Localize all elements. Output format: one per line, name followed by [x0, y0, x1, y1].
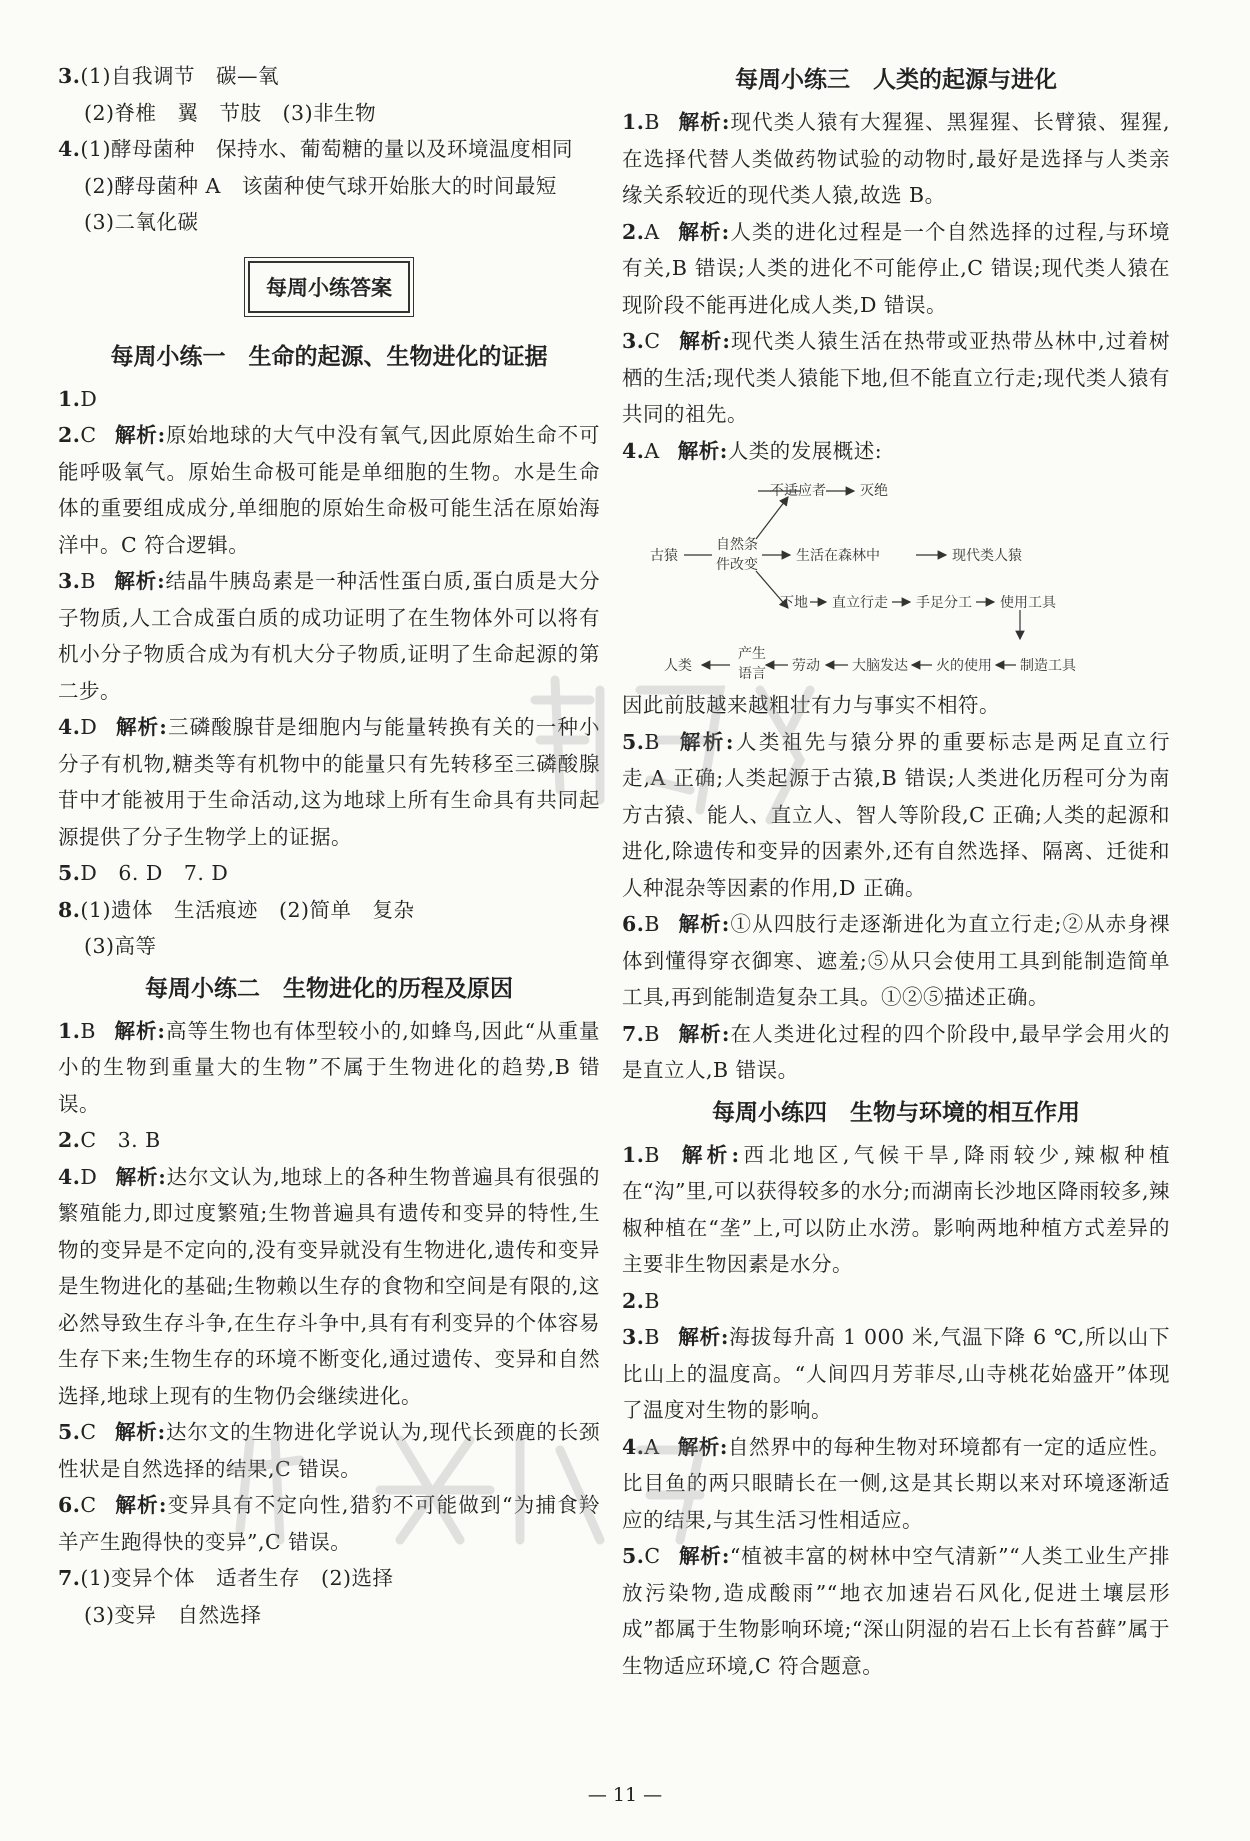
question-number: 2. — [622, 219, 645, 244]
diagram-conclusion: 因此前肢越来越粗壮有力与事实不相符。 — [622, 693, 1000, 717]
section-heading-1: 每周小练一 生命的起源、生物进化的证据 — [110, 343, 548, 370]
answer-choice: B — [644, 1288, 660, 1313]
answer-text: (1)变异个体 适者生存 (2)选择 — [80, 1566, 394, 1590]
answer-choice: D — [80, 715, 98, 739]
answer-item — [622, 214, 1170, 324]
answer-text: 变异具有不定向性,猎豹不可能做到“为捕食羚羊产生跑得快的变异”,C 错误。 — [58, 1493, 600, 1554]
question-number: 3. — [622, 329, 645, 353]
diagram-arrow — [756, 497, 788, 539]
question-number: 7. — [622, 1021, 645, 1046]
question-number: 6. — [58, 1493, 81, 1517]
answer-text: 海拔每升高 1 000 米,气温下降 6 ℃,所以山下比山上的温度高。“人间四月芳菲尽,山寺桃花始盛开”体现了温度对生物的影响。 — [622, 1325, 1170, 1422]
section-3-answers-a — [622, 104, 1170, 469]
answer-item — [622, 906, 1170, 1016]
answer-choice: D — [80, 1164, 98, 1189]
section-heading-3: 每周小练三 人类的起源与进化 — [735, 67, 1057, 93]
node-forest: 生活在森林中 — [796, 548, 880, 564]
section-2-answers — [58, 1013, 600, 1634]
analysis-label: 解析: — [114, 423, 166, 447]
section-heading-2: 每周小练二 生物进化的历程及原因 — [145, 975, 513, 1002]
answer-text: (3)变异 自然选择 — [84, 1602, 262, 1627]
answer-choice: B — [80, 1018, 96, 1043]
question-number: 6. — [622, 912, 645, 936]
analysis-label: 解析: — [115, 715, 168, 739]
node-modern-ape: 现代类人猿 — [952, 548, 1022, 564]
answer-choice: C — [644, 1544, 661, 1568]
answer-choice: C — [80, 1493, 97, 1517]
answer-choice: D 6. D 7. D — [80, 861, 229, 885]
answer-item — [622, 104, 1170, 214]
answer-item — [58, 204, 600, 241]
answer-choice: D — [80, 386, 98, 411]
answer-text: 人类祖先与猿分界的重要标志是两足直立行走,A 正确;人类起源于古猿,B 错误;人类进化历程可分为南方古猿、能人、直立人、智人等阶段,C 正确;人类的起源和进化,除遗传和变异的因素外,还有自然选择、隔离、迁徙和人种混杂等因素的作用,D 正确。 — [622, 729, 1171, 900]
answer-item — [622, 1429, 1170, 1539]
answer-item — [622, 323, 1170, 433]
analysis-label: 解析: — [677, 1325, 729, 1349]
analysis-label: 解析: — [113, 569, 166, 593]
question-number: 3. — [58, 569, 81, 593]
left-column — [58, 58, 600, 1633]
answer-choice: B — [644, 912, 660, 936]
answer-item — [58, 381, 600, 418]
analysis-label: 解析: — [678, 329, 731, 353]
answer-text: 自然界中的每种生物对环境都有一定的适应性。比目鱼的两只眼睛长在一侧,这是其长期以来对环境逐渐适应的结果,与其生活习性相适应。 — [622, 1434, 1170, 1532]
answer-item — [58, 1560, 600, 1597]
node-extinct: 灭绝 — [860, 483, 888, 499]
answer-item — [622, 1538, 1170, 1684]
node-condition-1: 自然条 — [716, 537, 758, 553]
analysis-label: 解析: — [677, 912, 730, 936]
human-evolution-diagram — [650, 473, 1150, 643]
answer-choice: B — [644, 1142, 660, 1167]
answer-text: (1)酵母菌种 保持水、葡萄糖的量以及环境温度相同 — [80, 137, 573, 161]
answer-text: 在人类进化过程的四个阶段中,最早学会用火的是直立人,B 错误。 — [622, 1021, 1170, 1082]
analysis-label: 解析: — [677, 438, 728, 463]
node-fire: 火的使用 — [936, 658, 992, 674]
answer-choice: A — [644, 438, 660, 463]
human-evolution-diagram-row2 — [650, 643, 1150, 683]
question-number: 2. — [58, 1128, 81, 1152]
answer-text: 高等生物也有体型较小的,如蜂鸟,因此“从重量小的生物到重量大的生物”不属于生物进化的趋势,B 错误。 — [58, 1018, 600, 1116]
answer-choice: B — [80, 569, 96, 593]
node-hands: 手足分工 — [916, 595, 972, 611]
analysis-label: 解析: — [677, 1142, 740, 1167]
answer-item — [622, 1283, 1170, 1320]
question-number: 4. — [622, 438, 645, 463]
node-language-1: 产生 — [738, 646, 766, 662]
question-number: 2. — [622, 1288, 645, 1313]
answer-choice: B — [644, 1325, 660, 1349]
answer-item — [58, 1414, 600, 1487]
answer-text: 达尔文认为,地球上的各种生物普遍具有很强的繁殖能力,即过度繁殖;生物普遍具有遗传和变异的特性,生物的变异是不定向的,没有变异就没有生物进化,遗传和变异是生物进化的基础;生物赖以生存的食物和空间是有限的,这必然导致生存斗争,在生存斗争中,具有有利变异的个体容易生存下来;生物生存的环境不断变化,通过遗传、变异和自然选择,地球上现有的生物仍会继续进化。 — [58, 1164, 600, 1408]
answer-text: 达尔文的生物进化学说认为,现代长颈鹿的长颈性状是自然选择的结果,C 错误。 — [58, 1420, 600, 1481]
answer-item — [58, 1122, 600, 1159]
answer-item — [622, 1016, 1170, 1089]
analysis-label: 解析: — [677, 729, 734, 754]
answer-item — [58, 563, 600, 709]
node-not-adapted: 不适应者 — [770, 483, 826, 499]
analysis-label: 解析: — [677, 1434, 728, 1459]
answer-choice: B — [644, 110, 660, 134]
answer-choice: C — [80, 1420, 97, 1444]
answer-text: “植被丰富的树林中空气清新”“人类工业生产排放污染物,造成酸雨”“地衣加速岩石风化,促进土壤层形成”都属于生物影响环境;“深山阴湿的岩石上长有苔藓”属于生物适应环境,C 符合题意。 — [622, 1544, 1170, 1678]
question-number: 1. — [58, 1018, 81, 1043]
answer-text: 现代类人猿生活在热带或亚热带丛林中,过着树栖的生活;现代类人猿能下地,但不能直立行走;现代类人猿有共同的祖先。 — [622, 329, 1170, 426]
question-number: 3. — [58, 64, 81, 88]
question-number: 5. — [622, 1544, 645, 1568]
question-number: 8. — [58, 897, 81, 922]
answer-choice: A — [644, 1434, 660, 1459]
question-number: 1. — [622, 1142, 645, 1167]
answer-text: 原始地球的大气中没有氧气,因此原始生命不可能呼吸氧气。原始生命极可能是单细胞的生物。水是生命体的重要组成成分,单细胞的原始生命极可能生活在原始海洋中。C 符合逻辑。 — [58, 423, 600, 557]
question-number: 5. — [58, 1420, 81, 1444]
answer-item — [58, 855, 600, 892]
page-number: — 11 — — [587, 1784, 663, 1806]
answer-choice: C — [644, 329, 661, 353]
answer-item — [58, 928, 600, 965]
analysis-label: 解析: — [678, 1544, 730, 1568]
section-heading-4: 每周小练四 生物与环境的相互作用 — [712, 1099, 1080, 1126]
answer-text: ①从四肢行走逐渐进化为直立行走;②从赤身裸体到懂得穿衣御寒、遮羞;⑤从只会使用工具到能制造简单工具,再到能制造复杂工具。①②⑤描述正确。 — [622, 912, 1170, 1009]
answer-text: 人类的发展概述: — [727, 438, 883, 463]
answer-item — [58, 168, 600, 205]
node-human: 人类 — [664, 658, 692, 674]
node-ground: 下地 — [780, 595, 808, 611]
answer-text: (2)酵母菌种 A 该菌种使气球开始胀大的时间最短 — [84, 173, 557, 198]
node-condition-2: 件改变 — [716, 557, 758, 573]
question-number: 5. — [58, 861, 81, 885]
answer-item — [58, 417, 600, 563]
answer-item — [58, 95, 600, 132]
node-labor: 劳动 — [792, 658, 820, 674]
analysis-label: 解析: — [113, 1018, 166, 1043]
left-top-answers — [58, 58, 600, 241]
answer-text: (1)遗体 生活痕迹 (2)简单 复杂 — [80, 897, 415, 922]
question-number: 5. — [622, 729, 645, 754]
node-make-tools: 制造工具 — [1020, 658, 1076, 674]
question-number: 2. — [58, 423, 81, 447]
node-tools: 使用工具 — [1000, 595, 1056, 611]
section-4-answers — [622, 1137, 1170, 1685]
analysis-label: 解析: — [677, 110, 730, 134]
question-number: 4. — [58, 137, 81, 161]
question-number: 3. — [622, 1325, 645, 1349]
answer-choice: C 3. B — [80, 1128, 161, 1152]
answer-text: (1)自我调节 碳—氧 — [80, 64, 279, 88]
answer-choice: C — [80, 423, 97, 447]
answer-text: (2)脊椎 翼 节肢 (3)非生物 — [84, 100, 377, 125]
node-ancient-ape: 古猿 — [650, 548, 678, 564]
right-column — [622, 58, 1170, 1684]
answer-text: 三磷酸腺苷是细胞内与能量转换有关的一种小分子有机物,糖类等有机物中的能量只有先转移至三磷酸腺苷中才能被用于生命活动,这为地球上所有生命具有共同起源提供了分子生物学上的证据。 — [58, 715, 600, 849]
answer-item — [58, 709, 600, 855]
question-number: 4. — [58, 715, 81, 739]
answer-item — [622, 1137, 1170, 1283]
answer-title: 每周小练答案 — [248, 261, 410, 313]
answer-choice: B — [644, 729, 660, 754]
answer-item — [58, 1597, 600, 1634]
answer-choice: B — [644, 1021, 660, 1046]
analysis-label: 解析: — [114, 1493, 167, 1517]
question-number: 1. — [58, 386, 81, 411]
answer-item — [58, 1159, 600, 1415]
analysis-label: 解析: — [114, 1420, 166, 1444]
answer-item — [58, 131, 600, 168]
question-number: 4. — [622, 1434, 645, 1459]
analysis-label: 解析: — [677, 1021, 730, 1046]
answer-text: 人类的进化过程是一个自然选择的过程,与环境有关,B 错误;人类的进化不可能停止,C 错误;现代类人猿在现阶段不能再进化成人类,D 错误。 — [622, 219, 1170, 317]
section-3-answers-b — [622, 724, 1170, 1089]
answer-item — [622, 433, 1170, 470]
answer-item — [622, 724, 1170, 907]
answer-item — [58, 58, 600, 95]
answer-text: 现代类人猿有大猩猩、黑猩猩、长臂猿、猩猩,在选择代替人类做药物试验的动物时,最好是选择与人类亲缘关系较近的现代类人猿,故选 B。 — [622, 110, 1170, 207]
answer-item — [58, 892, 600, 929]
question-number: 4. — [58, 1164, 81, 1189]
node-upright: 直立行走 — [832, 595, 888, 611]
answer-choice: A — [644, 219, 660, 244]
answer-title-box — [58, 261, 600, 313]
analysis-label: 解析: — [115, 1164, 167, 1189]
question-number: 7. — [58, 1566, 81, 1590]
answer-text: 结晶牛胰岛素是一种活性蛋白质,蛋白质是大分子物质,人工合成蛋白质的成功证明了在生物体外可以将有机小分子物质合成为有机大分子物质,证明了生命起源的第二步。 — [58, 569, 600, 703]
section-1-answers — [58, 381, 600, 965]
answer-item — [58, 1013, 600, 1123]
answer-text: 西北地区,气候干旱,降雨较少,辣椒种植在“沟”里,可以获得较多的水分;而湖南长沙地区降雨较多,辣椒种植在“垄”上,可以防止水涝。影响两地种植方式差异的主要非生物因素是水分。 — [622, 1142, 1170, 1276]
analysis-label: 解析: — [677, 219, 730, 244]
answer-text: (3)高等 — [84, 934, 157, 958]
answer-item — [58, 1487, 600, 1560]
node-language-2: 语言 — [738, 666, 766, 682]
answer-item — [622, 1319, 1170, 1429]
node-brain: 大脑发达 — [852, 658, 908, 674]
answer-text: (3)二氧化碳 — [84, 210, 199, 234]
question-number: 1. — [622, 110, 645, 134]
